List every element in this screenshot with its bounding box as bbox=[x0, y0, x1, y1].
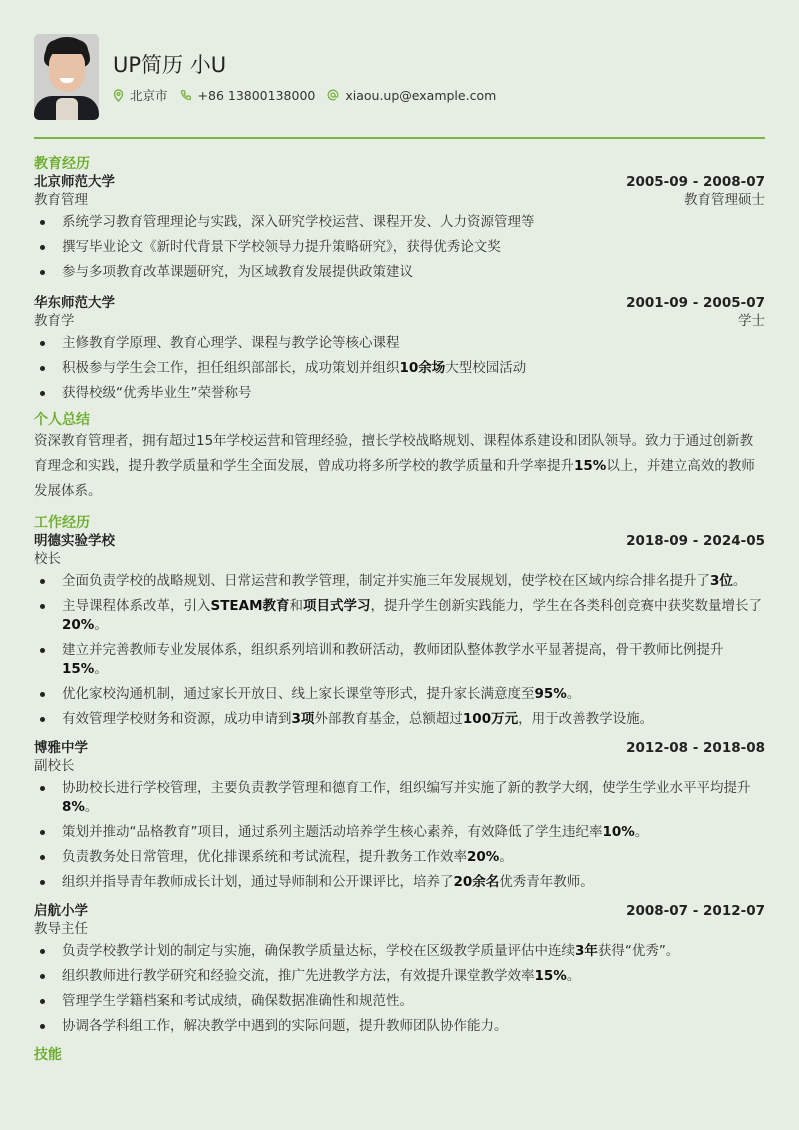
bullet-list bbox=[34, 213, 765, 282]
location-pin-icon bbox=[113, 89, 124, 102]
bullet-item: 负责教务处日常管理，优化排课系统和考试流程，提升教务工作效率20%。 bbox=[34, 848, 765, 867]
bullet-item: 全面负责学校的战略规划、日常运营和教学管理，制定并实施三年发展规划，使学校在区域内综合排名提升了3位。 bbox=[34, 572, 765, 591]
bullet-list bbox=[34, 334, 765, 403]
company-name: 明德实验学校 bbox=[34, 532, 115, 549]
school-name: 北京师范大学 bbox=[34, 173, 115, 190]
candidate-name: UP简历 小U bbox=[113, 53, 227, 77]
bullet-item: 优化家校沟通机制，通过家长开放日、线上家长课堂等形式，提升家长满意度至95%。 bbox=[34, 685, 765, 704]
work-section bbox=[34, 514, 765, 1036]
bullet-item: 参与多项教育改革课题研究，为区域教育发展提供政策建议 bbox=[34, 263, 765, 282]
contact-location bbox=[113, 86, 168, 104]
contact-info bbox=[113, 86, 508, 104]
bullet-item: 获得校级“优秀毕业生”荣誉称号 bbox=[34, 384, 765, 403]
bullet-item: 协调各学科组工作，解决教学中遇到的实际问题，提升教师团队协作能力。 bbox=[34, 1017, 765, 1036]
phone-text: +86 13800138000 bbox=[197, 87, 316, 103]
bullet-item: 积极参与学生会工作，担任组织部部长，成功策划并组织10余场大型校园活动 bbox=[34, 359, 765, 378]
summary-section bbox=[34, 411, 765, 504]
bullet-item: 协助校长进行学校管理，主要负责教学管理和德育工作，组织编写并实施了新的教学大纲，使学生学业水平平均提升8%。 bbox=[34, 779, 765, 817]
section-title-work: 工作经历 bbox=[34, 514, 90, 531]
bullet-list bbox=[34, 572, 765, 729]
education-entry bbox=[34, 173, 765, 282]
entry-dates: 2005-09 - 2008-07 bbox=[626, 173, 765, 190]
contact-phone bbox=[180, 88, 316, 103]
contact-email[interactable] bbox=[327, 88, 496, 103]
location-text: 北京市 bbox=[130, 88, 168, 103]
degree: 教育管理硕士 bbox=[684, 191, 765, 208]
entry-dates: 2008-07 - 2012-07 bbox=[626, 902, 765, 919]
bullet-item: 管理学生学籍档案和考试成绩，确保数据准确性和规范性。 bbox=[34, 992, 765, 1011]
resume-page bbox=[34, 34, 765, 1064]
education-entry bbox=[34, 294, 765, 403]
work-entry bbox=[34, 532, 765, 729]
bullet-item: 主导课程体系改革，引入STEAM教育和项目式学习，提升学生创新实践能力，学生在各类科创竞赛中获奖数量增长了20%。 bbox=[34, 597, 765, 635]
header-divider bbox=[34, 137, 765, 139]
phone-icon bbox=[180, 89, 192, 101]
bullet-item: 负责学校教学计划的制定与实施，确保教学质量达标，学校在区级教学质量评估中连续3年获得“优秀”。 bbox=[34, 942, 765, 961]
major: 教育管理 bbox=[34, 191, 88, 208]
bullet-item: 撰写毕业论文《新时代背景下学校领导力提升策略研究》，获得优秀论文奖 bbox=[34, 238, 765, 257]
summary-text: 资深教育管理者，拥有超过15年学校运营和管理经验，擅长学校战略规划、课程体系建设和团队领导。致力于通过创新教育理念和实践，提升教学质量和学生全面发展，曾成功将多所学校的教学质量和升学率提升15%以上，并建立高效的教师发展体系。 bbox=[34, 432, 755, 499]
email-text[interactable]: xiaou.up@example.com bbox=[345, 87, 497, 103]
at-sign-icon bbox=[327, 89, 339, 101]
bullet-item: 组织并指导青年教师成长计划，通过导师制和公开课评比，培养了20余名优秀青年教师。 bbox=[34, 873, 765, 892]
bullet-item: 系统学习教育管理理论与实践，深入研究学校运营、课程开发、人力资源管理等 bbox=[34, 213, 765, 232]
major: 教育学 bbox=[34, 312, 75, 329]
resume-header bbox=[34, 34, 765, 120]
work-entry bbox=[34, 739, 765, 892]
bullet-list bbox=[34, 779, 765, 892]
entry-dates: 2018-09 - 2024-05 bbox=[626, 532, 765, 549]
degree: 学士 bbox=[738, 312, 765, 329]
bullet-item: 主修教育学原理、教育心理学、课程与教学论等核心课程 bbox=[34, 334, 765, 353]
company-name: 博雅中学 bbox=[34, 739, 88, 756]
job-role: 校长 bbox=[34, 550, 61, 567]
job-role: 教导主任 bbox=[34, 920, 88, 937]
skills-section bbox=[34, 1046, 765, 1064]
work-entry bbox=[34, 902, 765, 1036]
school-name: 华东师范大学 bbox=[34, 294, 115, 311]
job-role: 副校长 bbox=[34, 757, 75, 774]
bullet-item: 建立并完善教师专业发展体系，组织系列培训和教研活动，教师团队整体教学水平显著提高，骨干教师比例提升15%。 bbox=[34, 641, 765, 679]
bullet-list bbox=[34, 942, 765, 1036]
section-title-skills: 技能 bbox=[34, 1046, 62, 1063]
section-title-education: 教育经历 bbox=[34, 155, 90, 172]
bullet-item: 组织教师进行教学研究和经验交流，推广先进教学方法，有效提升课堂教学效率15%。 bbox=[34, 967, 765, 986]
avatar-photo bbox=[34, 34, 99, 120]
entry-dates: 2012-08 - 2018-08 bbox=[626, 739, 765, 756]
education-section bbox=[34, 155, 765, 403]
section-title-summary: 个人总结 bbox=[34, 411, 90, 428]
company-name: 启航小学 bbox=[34, 902, 88, 919]
entry-dates: 2001-09 - 2005-07 bbox=[626, 294, 765, 311]
bullet-item: 策划并推动“品格教育”项目，通过系列主题活动培养学生核心素养，有效降低了学生违纪率10%。 bbox=[34, 823, 765, 842]
bullet-item: 有效管理学校财务和资源，成功申请到3项外部教育基金，总额超过100万元，用于改善教学设施。 bbox=[34, 710, 765, 729]
